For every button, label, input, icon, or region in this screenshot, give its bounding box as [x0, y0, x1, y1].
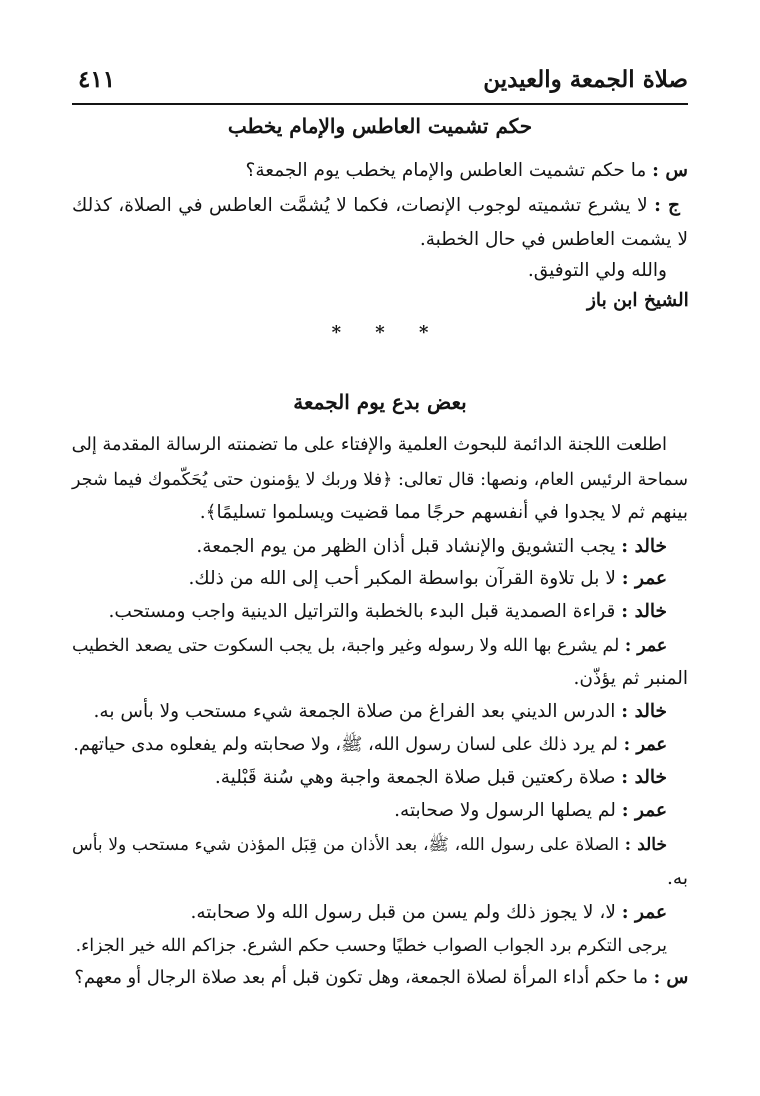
question-line — [72, 156, 688, 186]
dialogue-continuation: به. — [667, 868, 688, 889]
dialogue-text: لم يرد ذلك على لسان رسول الله، ﷺ، ولا صحابته ولم يفعلوه مدى حياتهم. — [73, 735, 618, 755]
dialogue-speaker: خالد : — [621, 601, 667, 622]
dialogue-speaker: عمر : — [623, 734, 667, 755]
dialogue-text: لا بل تلاوة القرآن بواسطة المكبر أحب إلى الله من ذلك. — [188, 568, 616, 589]
separator-star: * — [375, 322, 385, 343]
dialogue-speaker: خالد : — [624, 835, 667, 855]
dialogue-speaker: عمر : — [624, 636, 667, 656]
dialogue-speaker: عمر : — [621, 800, 667, 821]
dialogue-line — [72, 697, 667, 727]
dialogue-line — [72, 597, 667, 627]
dialogue-text: قراءة الصمدية قبل البدء بالخطبة والتراتيل الدينية واجب ومستحب. — [108, 601, 616, 622]
dialogue-line — [72, 564, 667, 594]
section-separator — [0, 322, 760, 343]
dialogue-line — [72, 631, 667, 661]
running-title: صلاة الجمعة والعيدين — [483, 66, 688, 93]
final-question-text: ما حكم أداء المرأة لصلاة الجمعة، وهل تكون قبل أم بعد صلاة الرجال أو معهم؟ — [74, 968, 648, 988]
page-number: ٤١١ — [78, 66, 116, 93]
dialogue-line — [72, 532, 667, 562]
section-heading-friday-innovations: بعض بدع يوم الجمعة — [293, 390, 467, 414]
request-line: يرجى التكرم برد الجواب الصواب خطيًا وحسب حكم الشرع. جزاكم الله خير الجزاء. — [75, 936, 667, 956]
running-header — [72, 64, 688, 104]
dialogue-line — [72, 830, 667, 860]
separator-star: * — [418, 322, 429, 343]
section-heading-sneezing: حكم تشميت العاطس والإمام يخطب — [227, 114, 533, 138]
intro-line-3: بينهم ثم لا يجدوا في أنفسهم حرجًا مما قضيت ويسلموا تسليمًا﴾. — [199, 502, 688, 523]
dialogue-line — [72, 898, 667, 928]
dialogue-line — [72, 796, 667, 826]
dialogue-text: الدرس الديني بعد الفراغ من صلاة الجمعة شيء مستحب ولا بأس به. — [93, 701, 616, 722]
dialogue-speaker: خالد : — [621, 536, 667, 557]
dialogue-continuation: المنبر ثم يؤذّن. — [573, 668, 688, 689]
intro-line-1: اطلعت اللجنة الدائمة للبحوث العلمية والإفتاء على ما تضمنته الرسالة المقدمة إلى — [71, 435, 667, 455]
closing-text: والله ولي التوفيق. — [527, 260, 667, 281]
intro-line-2: سماحة الرئيس العام، ونصها: قال تعالى: ﴿فلا وربك لا يؤمنون حتى يُحَكّموك فيما شجر — [72, 470, 688, 490]
answer-label: ج : — [654, 195, 680, 216]
dialogue-speaker: عمر : — [621, 568, 667, 589]
answer-line-1 — [72, 191, 680, 221]
dialogue-speaker: عمر : — [621, 902, 667, 923]
separator-star: * — [331, 322, 341, 343]
final-question-label: س : — [653, 967, 688, 988]
dialogue-text: لا، لا يجوز ذلك ولم يسن من قبل رسول الله ولا صحابته. — [190, 902, 616, 923]
dialogue-line — [72, 730, 667, 760]
dialogue-text: لم يصلها الرسول ولا صحابته. — [394, 800, 616, 821]
dialogue-speaker: خالد : — [621, 701, 667, 722]
dialogue-text: يجب التشويق والإنشاد قبل أذان الظهر من يوم الجمعة. — [196, 536, 616, 557]
question-text: ما حكم تشميت العاطس والإمام يخطب يوم الجمعة؟ — [245, 160, 647, 181]
final-question-line — [72, 963, 688, 993]
dialogue-text: الصلاة على رسول الله، ﷺ، بعد الأذان من قِبَل المؤذن شيء مستحب ولا بأس — [72, 835, 620, 855]
dialogue-text: صلاة ركعتين قبل صلاة الجمعة واجبة وهي سُنة قَبْلية. — [214, 767, 616, 788]
dialogue-text: لم يشرع بها الله ولا رسوله وغير واجبة، بل يجب السكوت حتى يصعد الخطيب — [72, 636, 620, 656]
signature: الشيخ ابن باز — [587, 290, 689, 311]
header-rule — [72, 103, 688, 105]
question-label: س : — [652, 160, 688, 181]
answer-text-1: لا يشرع تشميته لوجوب الإنصات، فكما لا يُشمَّت العاطس في الصلاة، كذلك — [72, 195, 648, 216]
dialogue-line — [72, 763, 667, 793]
answer-text-2: لا يشمت العاطس في حال الخطبة. — [419, 229, 688, 250]
dialogue-speaker: خالد : — [621, 767, 667, 788]
